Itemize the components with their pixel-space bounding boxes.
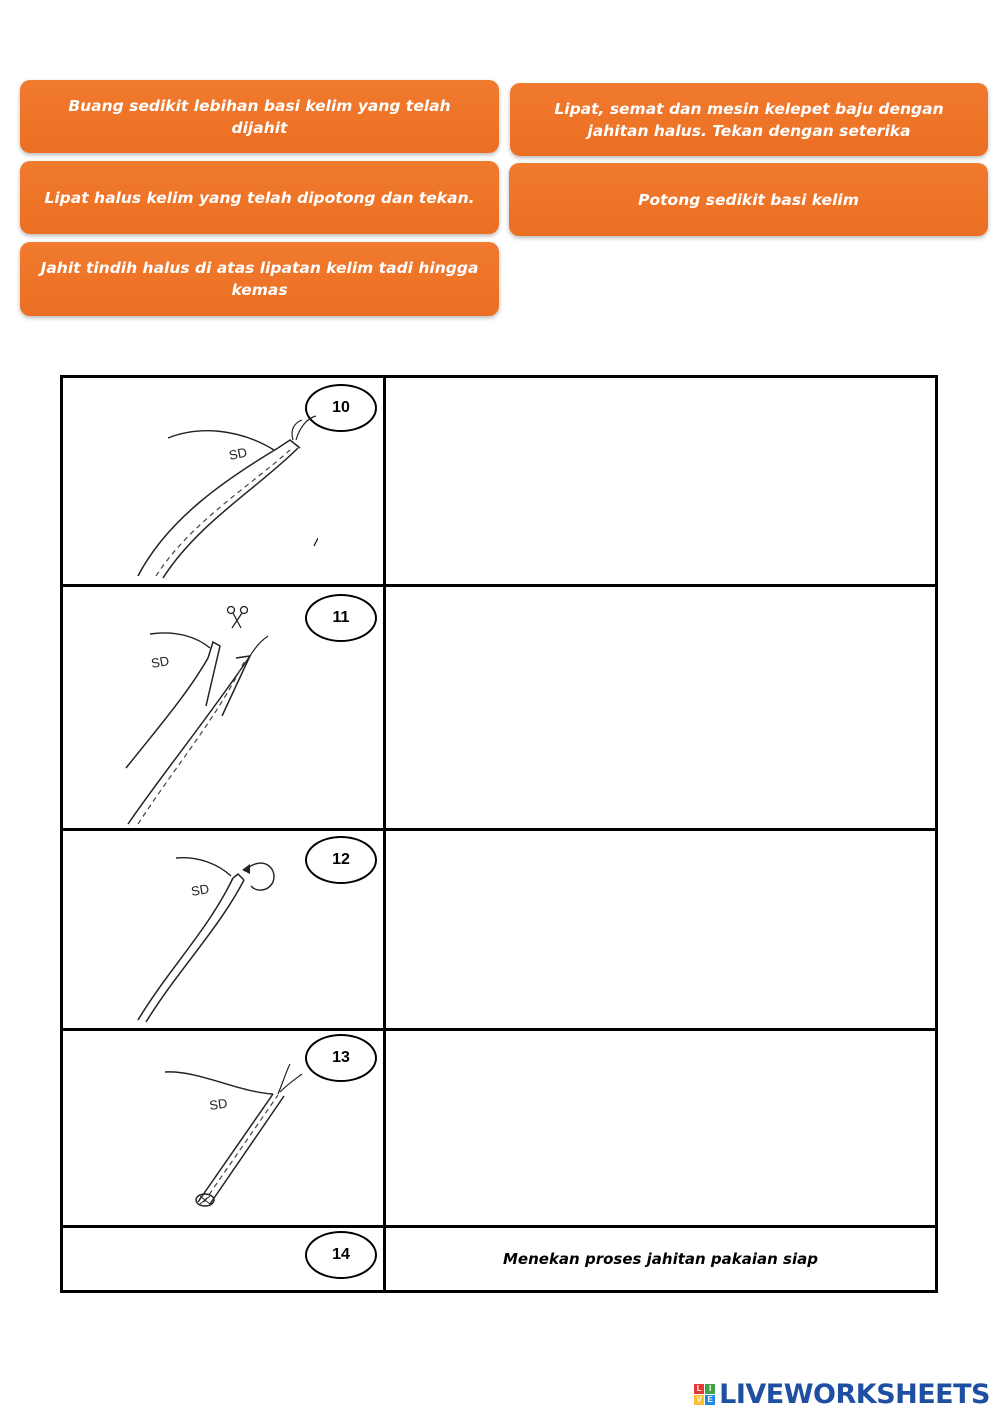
hem-fold-sketch [118, 850, 318, 1026]
answer-card-2[interactable]: Lipat, semat dan mesin kelepet baju dengan jahitan halus. Tekan dengan seterika [510, 83, 988, 156]
sketch-label: SD [149, 653, 171, 671]
sketch-label: SD [189, 881, 211, 899]
step-number-badge: 12 [305, 836, 377, 884]
logo-mark-icon [694, 1384, 715, 1405]
scissors-icon [228, 607, 248, 629]
liveworksheets-logo [694, 1376, 990, 1412]
logo-letter: E [705, 1395, 715, 1405]
drop-zone-13[interactable] [386, 1028, 935, 1225]
table-row [63, 378, 935, 584]
step-number-badge: 13 [305, 1034, 377, 1082]
step-number-badge: 11 [305, 594, 377, 642]
drop-zone-12[interactable] [386, 828, 935, 1028]
answer-card-3[interactable]: Lipat halus kelim yang telah dipotong dan tekan. [20, 161, 499, 234]
sketch-label: SD [208, 1095, 229, 1113]
drop-zone-10[interactable] [386, 378, 935, 584]
table-row [63, 828, 935, 1028]
answer-card-4[interactable]: Potong sedikit basi kelim [509, 163, 988, 236]
logo-letter: I [705, 1384, 715, 1394]
table-row [63, 584, 935, 828]
fold-arrow-icon [242, 863, 274, 890]
step-number-badge: 14 [305, 1231, 377, 1279]
drop-zone-11[interactable] [386, 584, 935, 828]
table-row [63, 1028, 935, 1225]
hem-stitched-sketch [118, 408, 318, 583]
steps-table [60, 375, 938, 1293]
sketch-label: SD [227, 444, 249, 463]
table-row [63, 1228, 935, 1290]
brand-name: LIVEWORKSHEETS [719, 1378, 990, 1410]
answer-card-1[interactable]: Buang sedikit lebihan basi kelim yang telah dijahit [20, 80, 499, 153]
logo-letter: V [694, 1395, 704, 1405]
logo-letter: L [694, 1384, 704, 1394]
step-number-badge: 10 [305, 384, 377, 432]
hem-trim-sketch [118, 598, 318, 826]
hem-topstitch-sketch [118, 1052, 318, 1222]
answer-card-5[interactable]: Jahit tindih halus di atas lipatan kelim tadi hingga kemas [20, 242, 499, 316]
step-14-description: Menekan proses jahitan pakaian siap [503, 1250, 818, 1268]
